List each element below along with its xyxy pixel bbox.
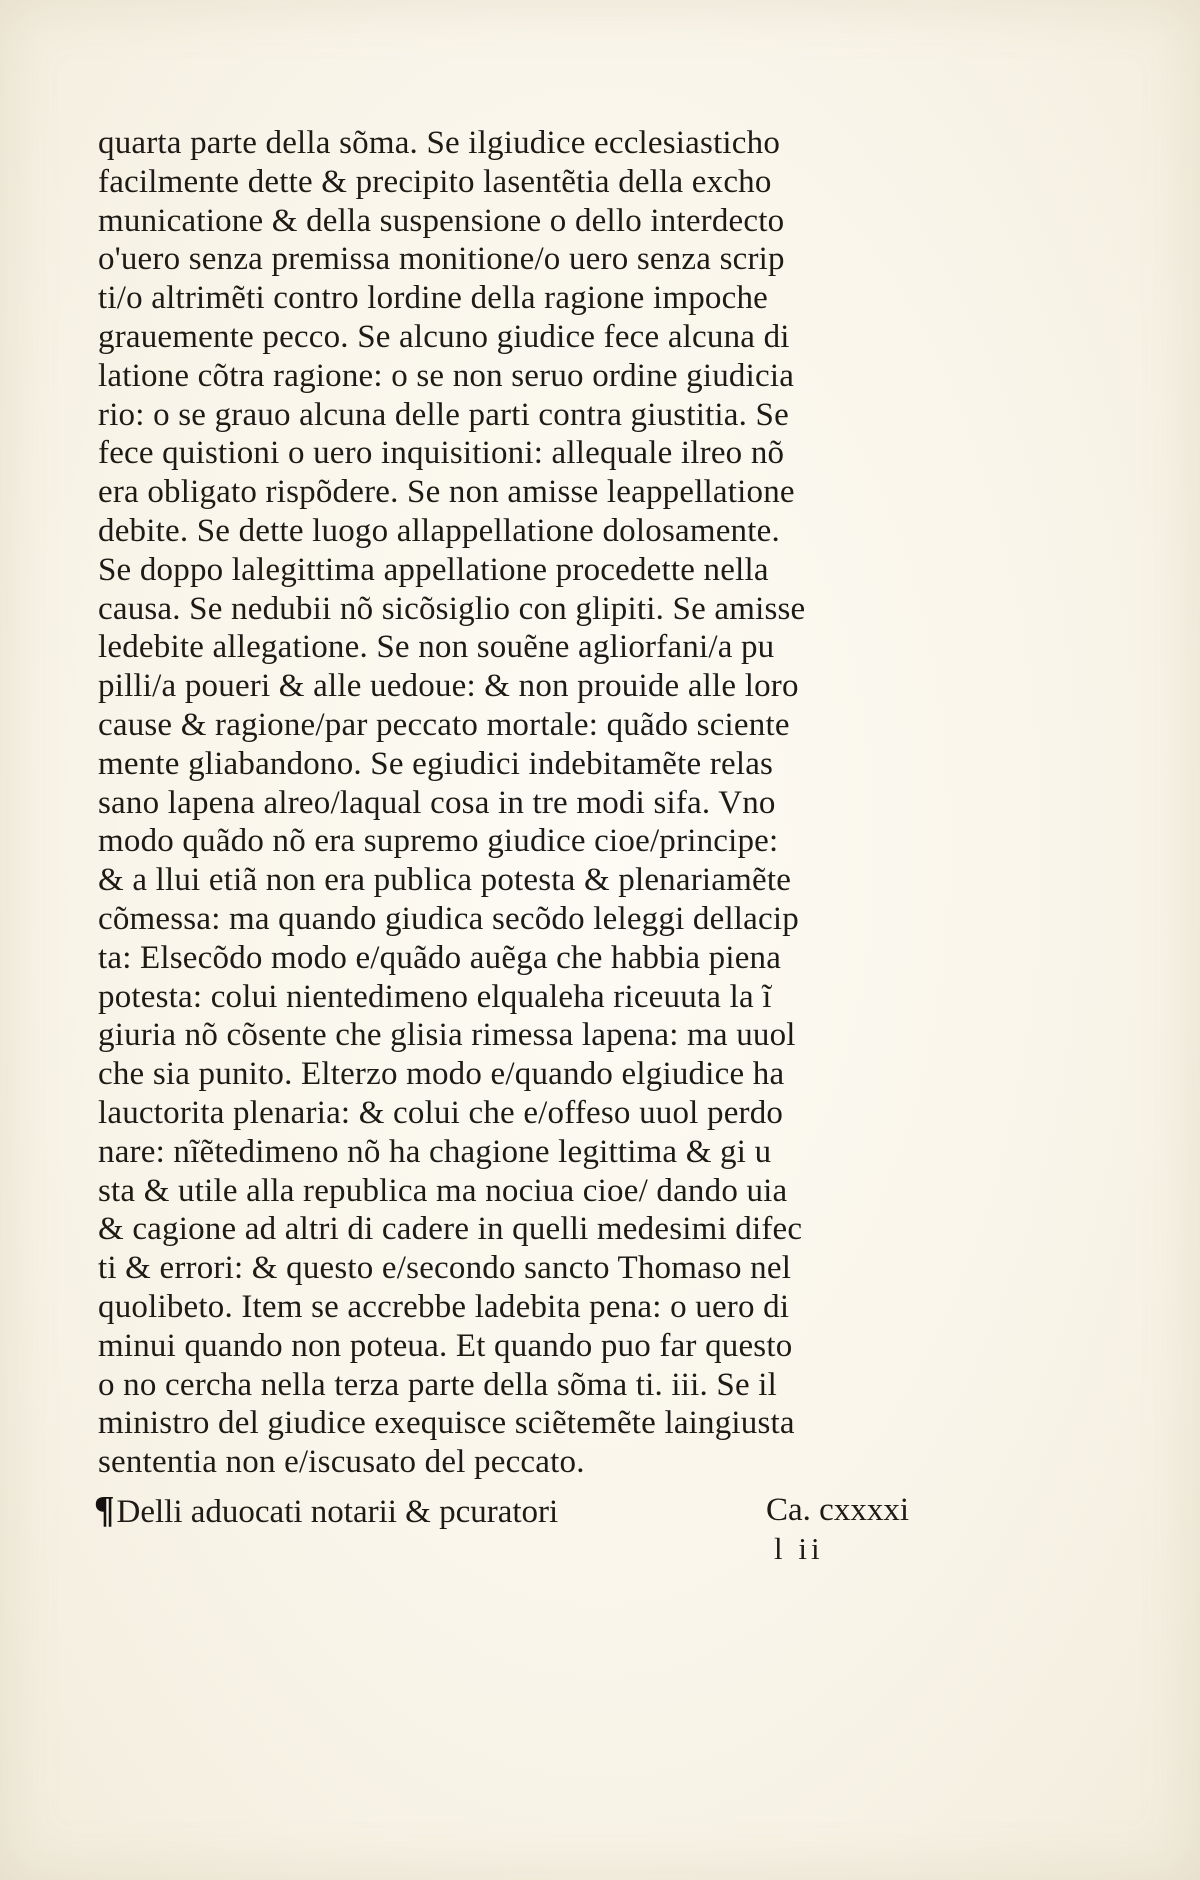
text-line: giuria nõ cõsente che glisia rimessa lapena: ma uuol [98, 1017, 796, 1054]
text-line: debite. Se dette luogo allappellatione dolosamente. [98, 512, 780, 549]
text-line: ti/o altrimẽti contro lordine della ragione impoche [98, 280, 768, 317]
text-line: fece quistioni o uero inquisitioni: allequale ilreo nõ [98, 435, 785, 472]
text-line: lauctorita plenaria: & colui che e/offeso uuol perdo [98, 1094, 784, 1131]
text-line: causa. Se nedubii nõ sicõsiglio con glipiti. Se amisse [98, 590, 806, 627]
text-line: cõmessa: ma quando giudica secõdo leleggi dellacip [98, 900, 799, 937]
text-line: ministro del giudice exequisce sciẽtemẽte laingiusta [98, 1405, 795, 1442]
text-line: ta: Elsecõdo modo e/quãdo auẽga che habbia piena [98, 939, 782, 976]
text-line: che sia punito. Elterzo modo e/quando elgiudice ha [98, 1056, 785, 1093]
text-line: & cagione ad altri di cadere in quelli medesimi difec [98, 1211, 803, 1248]
text-line: pilli/a poueri & alle uedoue: & non prouide alle loro [98, 668, 799, 705]
text-line: modo quãdo nõ era supremo giudice cioe/principe: [98, 823, 779, 860]
text-line: potesta: colui nientedimeno elqualeha riceuuta la ĩ [98, 978, 772, 1015]
chapter-title: Delli aduocati notarii & pcuratori [116, 1494, 559, 1530]
signature-mark: l ii [774, 1531, 824, 1566]
text-line: rio: o se grauo alcuna delle parti contra giustitia. Se [98, 396, 789, 433]
text-line: quolibeto. Item se accrebbe ladebita pena: o uero di [98, 1288, 790, 1325]
text-line: quarta parte della sõma. Se ilgiudice ecclesiasticho [98, 125, 781, 161]
text-line: nare: nĩẽtedimeno nõ ha chagione legittima & gi u [98, 1133, 772, 1170]
text-line: minui quando non poteua. Et quando puo far questo [98, 1327, 793, 1364]
text-line: sententia non e/iscusato del peccato. [98, 1444, 585, 1481]
text-line: latione cõtra ragione: o se non seruo ordine giudicia [98, 357, 795, 394]
pilcrow-icon: ¶ [94, 1489, 115, 1531]
text-line: facilmente dette & precipito lasentẽtia della excho [98, 163, 772, 200]
text-line: era obligato rispõdere. Se non amisse leappellatione [98, 474, 795, 511]
text-line: o'uero senza premissa monitione/o uero senza scrip [98, 241, 785, 278]
text-line: sano lapena alreo/laqual cosa in tre modi sifa. Vno [98, 784, 776, 821]
text-line: mente gliabandono. Se egiudici indebitamẽte relas [98, 745, 774, 782]
chapter-heading [94, 1490, 909, 1530]
text-line: municatione & della suspensione o dello interdecto [98, 202, 785, 239]
text-line: o no cercha nella terza parte della sõma ti. iii. Se il [98, 1366, 777, 1403]
text-line: sta & utile alla republica ma nociua cioe/ dando uia [98, 1172, 788, 1209]
text-line: ti & errori: & questo e/secondo sancto Thomaso nel [98, 1250, 792, 1287]
text-line: cause & ragione/par peccato mortale: quãdo sciente [98, 706, 790, 743]
text-line: grauemente pecco. Se alcuno giudice fece alcuna di [98, 318, 790, 355]
body-text [98, 124, 918, 1482]
chapter-number: Ca. cxxxxi [766, 1492, 909, 1528]
text-line: & a llui etiã non era publica potesta & plenariamẽte [98, 862, 792, 899]
text-line: Se doppo lalegittima appellatione procedette nella [98, 551, 769, 588]
text-line: ledebite allegatione. Se non souẽne agliorfani/a pu [98, 629, 775, 666]
